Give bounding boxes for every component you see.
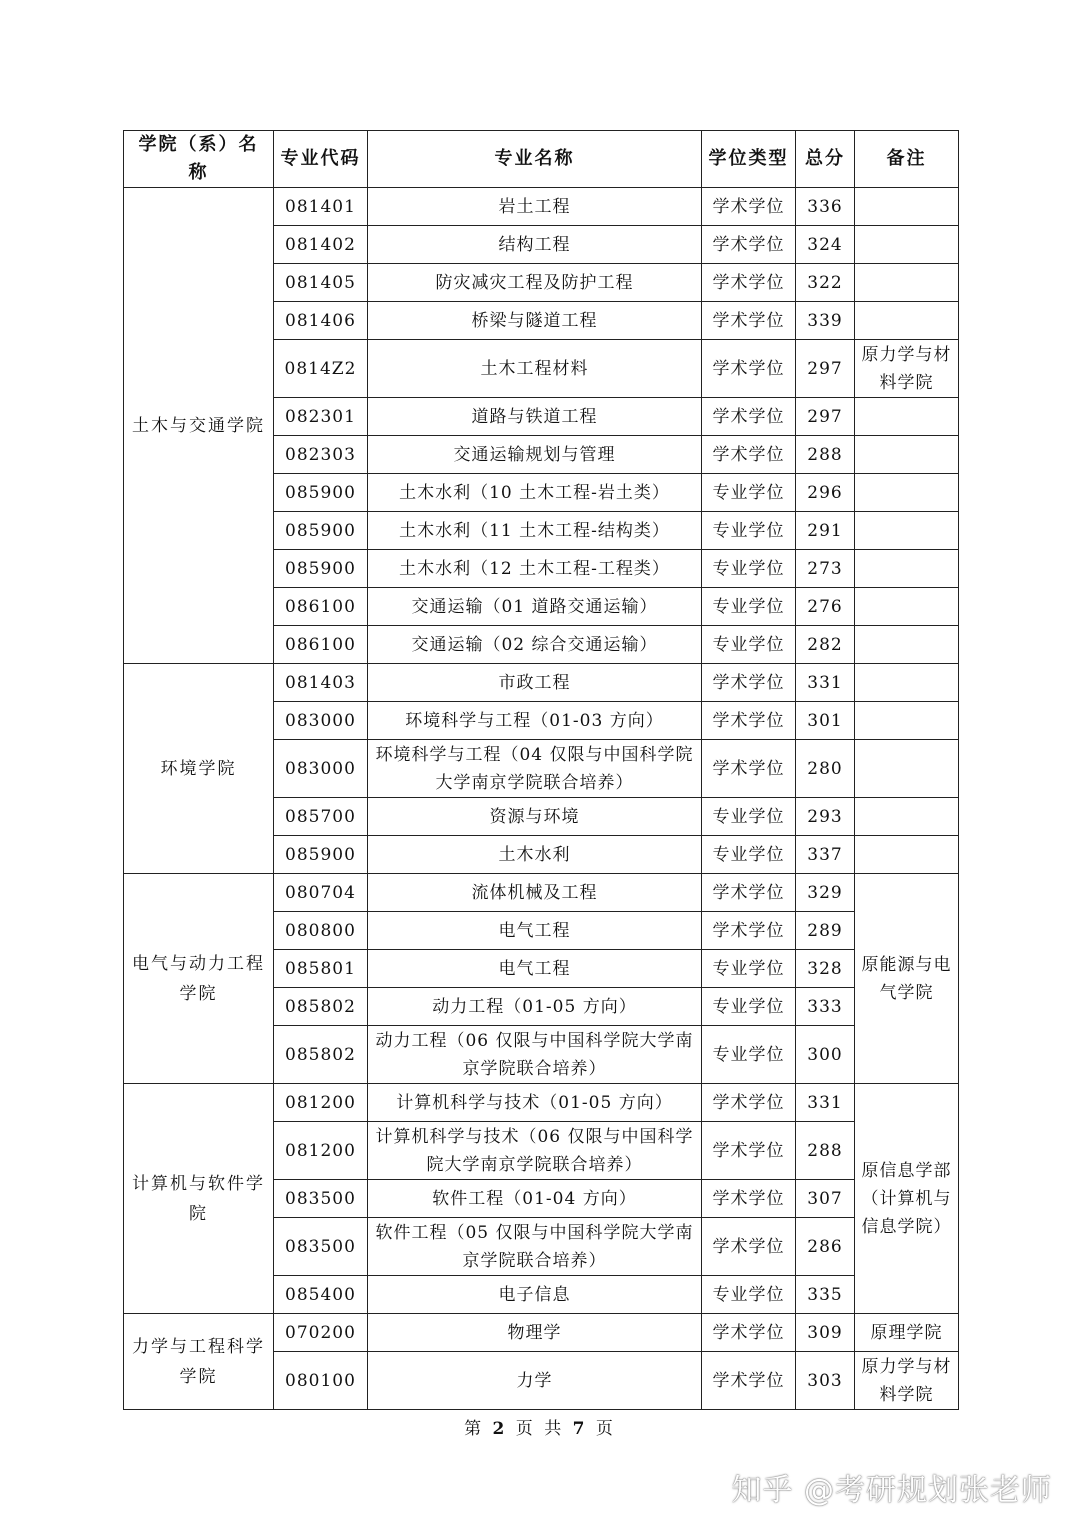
major-code-cell: 081403: [274, 664, 368, 702]
degree-type-cell: 学术学位: [702, 1180, 796, 1218]
note-cell: [855, 398, 959, 436]
college-name-cell: 土木与交通学院: [124, 188, 274, 664]
major-name-cell: 土木水利: [368, 836, 702, 874]
major-name-cell: 道路与铁道工程: [368, 398, 702, 436]
note-cell: 原信息学部（计算机与信息学院）: [855, 1084, 959, 1314]
degree-type-cell: 学术学位: [702, 340, 796, 398]
major-name-cell: 力学: [368, 1352, 702, 1410]
major-name-cell: 交通运输（02 综合交通运输）: [368, 626, 702, 664]
major-code-cell: 085900: [274, 550, 368, 588]
major-code-cell: 080100: [274, 1352, 368, 1410]
degree-type-cell: 学术学位: [702, 1122, 796, 1180]
total-score-cell: 291: [796, 512, 855, 550]
degree-type-cell: 学术学位: [702, 702, 796, 740]
major-code-cell: 070200: [274, 1314, 368, 1352]
footer-mid: 页 共: [515, 1419, 565, 1439]
table-row: [124, 664, 959, 702]
page-footer: [0, 1414, 1080, 1439]
major-code-cell: 085400: [274, 1276, 368, 1314]
major-name-cell: 土木水利（12 土木工程-工程类）: [368, 550, 702, 588]
note-cell: [855, 436, 959, 474]
note-cell: [855, 702, 959, 740]
major-code-cell: 081402: [274, 226, 368, 264]
total-score-cell: 322: [796, 264, 855, 302]
table-row: [124, 188, 959, 226]
total-score-cell: 288: [796, 1122, 855, 1180]
major-code-cell: 082301: [274, 398, 368, 436]
table-row: [124, 874, 959, 912]
degree-type-cell: 学术学位: [702, 912, 796, 950]
total-score-cell: 297: [796, 340, 855, 398]
note-cell: 原力学与材料学院: [855, 1352, 959, 1410]
major-code-cell: 085900: [274, 836, 368, 874]
major-name-cell: 动力工程（01-05 方向）: [368, 988, 702, 1026]
degree-type-cell: 学术学位: [702, 226, 796, 264]
major-name-cell: 动力工程（06 仅限与中国科学院大学南京学院联合培养）: [368, 1026, 702, 1084]
major-code-cell: 085802: [274, 988, 368, 1026]
note-cell: [855, 226, 959, 264]
major-name-cell: 电子信息: [368, 1276, 702, 1314]
major-name-cell: 软件工程（05 仅限与中国科学院大学南京学院联合培养）: [368, 1218, 702, 1276]
college-name-cell: 电气与动力工程学院: [124, 874, 274, 1084]
degree-type-cell: 专业学位: [702, 798, 796, 836]
major-code-cell: 080800: [274, 912, 368, 950]
header-note: 备注: [855, 131, 959, 188]
major-name-cell: 交通运输规划与管理: [368, 436, 702, 474]
degree-type-cell: 专业学位: [702, 626, 796, 664]
note-cell: 原力学与材料学院: [855, 340, 959, 398]
footer-suffix: 页: [595, 1419, 616, 1439]
major-name-cell: 流体机械及工程: [368, 874, 702, 912]
total-score-cell: 309: [796, 1314, 855, 1352]
degree-type-cell: 专业学位: [702, 950, 796, 988]
major-name-cell: 软件工程（01-04 方向）: [368, 1180, 702, 1218]
total-score-cell: 335: [796, 1276, 855, 1314]
table-row: [124, 1314, 959, 1352]
major-name-cell: 资源与环境: [368, 798, 702, 836]
degree-type-cell: 学术学位: [702, 1352, 796, 1410]
header-row: [124, 131, 959, 188]
college-name-cell: 计算机与软件学院: [124, 1084, 274, 1314]
footer-page-number: 2: [492, 1419, 508, 1439]
note-cell: [855, 836, 959, 874]
major-code-cell: 082303: [274, 436, 368, 474]
major-name-cell: 环境科学与工程（01-03 方向）: [368, 702, 702, 740]
total-score-cell: 286: [796, 1218, 855, 1276]
degree-type-cell: 学术学位: [702, 874, 796, 912]
total-score-cell: 328: [796, 950, 855, 988]
total-score-cell: 273: [796, 550, 855, 588]
major-name-cell: 土木水利（10 土木工程-岩土类）: [368, 474, 702, 512]
header-college: 学院（系）名称: [124, 131, 274, 188]
major-code-cell: 0814Z2: [274, 340, 368, 398]
note-cell: [855, 474, 959, 512]
major-name-cell: 电气工程: [368, 912, 702, 950]
header-code: 专业代码: [274, 131, 368, 188]
major-name-cell: 电气工程: [368, 950, 702, 988]
note-cell: [855, 588, 959, 626]
major-code-cell: 083000: [274, 740, 368, 798]
degree-type-cell: 专业学位: [702, 988, 796, 1026]
major-name-cell: 岩土工程: [368, 188, 702, 226]
total-score-cell: 289: [796, 912, 855, 950]
major-name-cell: 桥梁与隧道工程: [368, 302, 702, 340]
major-name-cell: 土木工程材料: [368, 340, 702, 398]
major-code-cell: 085700: [274, 798, 368, 836]
table-row: [124, 1084, 959, 1122]
note-cell: [855, 626, 959, 664]
total-score-cell: 331: [796, 664, 855, 702]
degree-type-cell: 专业学位: [702, 512, 796, 550]
note-cell: [855, 302, 959, 340]
degree-type-cell: 学术学位: [702, 302, 796, 340]
note-cell: [855, 740, 959, 798]
table-body: [124, 188, 959, 1410]
total-score-cell: 307: [796, 1180, 855, 1218]
degree-type-cell: 学术学位: [702, 436, 796, 474]
note-cell: [855, 664, 959, 702]
degree-type-cell: 学术学位: [702, 398, 796, 436]
major-name-cell: 土木水利（11 土木工程-结构类）: [368, 512, 702, 550]
major-code-cell: 085802: [274, 1026, 368, 1084]
major-code-cell: 081200: [274, 1122, 368, 1180]
degree-type-cell: 专业学位: [702, 1276, 796, 1314]
degree-type-cell: 学术学位: [702, 740, 796, 798]
major-code-cell: 083500: [274, 1218, 368, 1276]
total-score-cell: 293: [796, 798, 855, 836]
major-code-cell: 081200: [274, 1084, 368, 1122]
major-name-cell: 计算机科学与技术（06 仅限与中国科学院大学南京学院联合培养）: [368, 1122, 702, 1180]
major-name-cell: 环境科学与工程（04 仅限与中国科学院大学南京学院联合培养）: [368, 740, 702, 798]
major-code-cell: 085900: [274, 512, 368, 550]
total-score-cell: 297: [796, 398, 855, 436]
total-score-cell: 296: [796, 474, 855, 512]
total-score-cell: 276: [796, 588, 855, 626]
total-score-cell: 336: [796, 188, 855, 226]
major-code-cell: 085801: [274, 950, 368, 988]
total-score-cell: 288: [796, 436, 855, 474]
degree-type-cell: 专业学位: [702, 550, 796, 588]
college-name-cell: 力学与工程科学学院: [124, 1314, 274, 1410]
degree-type-cell: 学术学位: [702, 1218, 796, 1276]
degree-type-cell: 学术学位: [702, 664, 796, 702]
total-score-cell: 282: [796, 626, 855, 664]
major-code-cell: 086100: [274, 588, 368, 626]
note-cell: [855, 188, 959, 226]
degree-type-cell: 学术学位: [702, 1084, 796, 1122]
total-score-cell: 303: [796, 1352, 855, 1410]
note-cell: 原理学院: [855, 1314, 959, 1352]
major-name-cell: 防灾减灾工程及防护工程: [368, 264, 702, 302]
degree-type-cell: 专业学位: [702, 588, 796, 626]
note-cell: [855, 550, 959, 588]
footer-prefix: 第: [464, 1419, 485, 1439]
major-code-cell: 080704: [274, 874, 368, 912]
degree-type-cell: 学术学位: [702, 264, 796, 302]
total-score-cell: 301: [796, 702, 855, 740]
total-score-cell: 333: [796, 988, 855, 1026]
note-cell: [855, 798, 959, 836]
major-name-cell: 计算机科学与技术（01-05 方向）: [368, 1084, 702, 1122]
college-name-cell: 环境学院: [124, 664, 274, 874]
major-code-cell: 083500: [274, 1180, 368, 1218]
header-score: 总分: [796, 131, 855, 188]
total-score-cell: 331: [796, 1084, 855, 1122]
total-score-cell: 339: [796, 302, 855, 340]
degree-type-cell: 专业学位: [702, 1026, 796, 1084]
note-cell: 原能源与电气学院: [855, 874, 959, 1084]
major-code-cell: 083000: [274, 702, 368, 740]
degree-type-cell: 专业学位: [702, 474, 796, 512]
total-score-cell: 329: [796, 874, 855, 912]
degree-type-cell: 学术学位: [702, 1314, 796, 1352]
total-score-cell: 280: [796, 740, 855, 798]
note-cell: [855, 512, 959, 550]
score-table: [123, 130, 959, 1410]
major-name-cell: 物理学: [368, 1314, 702, 1352]
degree-type-cell: 专业学位: [702, 836, 796, 874]
major-name-cell: 结构工程: [368, 226, 702, 264]
note-cell: [855, 264, 959, 302]
total-score-cell: 324: [796, 226, 855, 264]
major-code-cell: 085900: [274, 474, 368, 512]
major-code-cell: 081405: [274, 264, 368, 302]
watermark: 知乎 @考研规划张老师: [731, 1473, 1052, 1508]
major-code-cell: 081406: [274, 302, 368, 340]
header-degree: 学位类型: [702, 131, 796, 188]
footer-total-pages: 7: [572, 1419, 588, 1439]
degree-type-cell: 学术学位: [702, 188, 796, 226]
major-name-cell: 交通运输（01 道路交通运输）: [368, 588, 702, 626]
major-code-cell: 086100: [274, 626, 368, 664]
major-name-cell: 市政工程: [368, 664, 702, 702]
total-score-cell: 300: [796, 1026, 855, 1084]
header-major: 专业名称: [368, 131, 702, 188]
total-score-cell: 337: [796, 836, 855, 874]
major-code-cell: 081401: [274, 188, 368, 226]
